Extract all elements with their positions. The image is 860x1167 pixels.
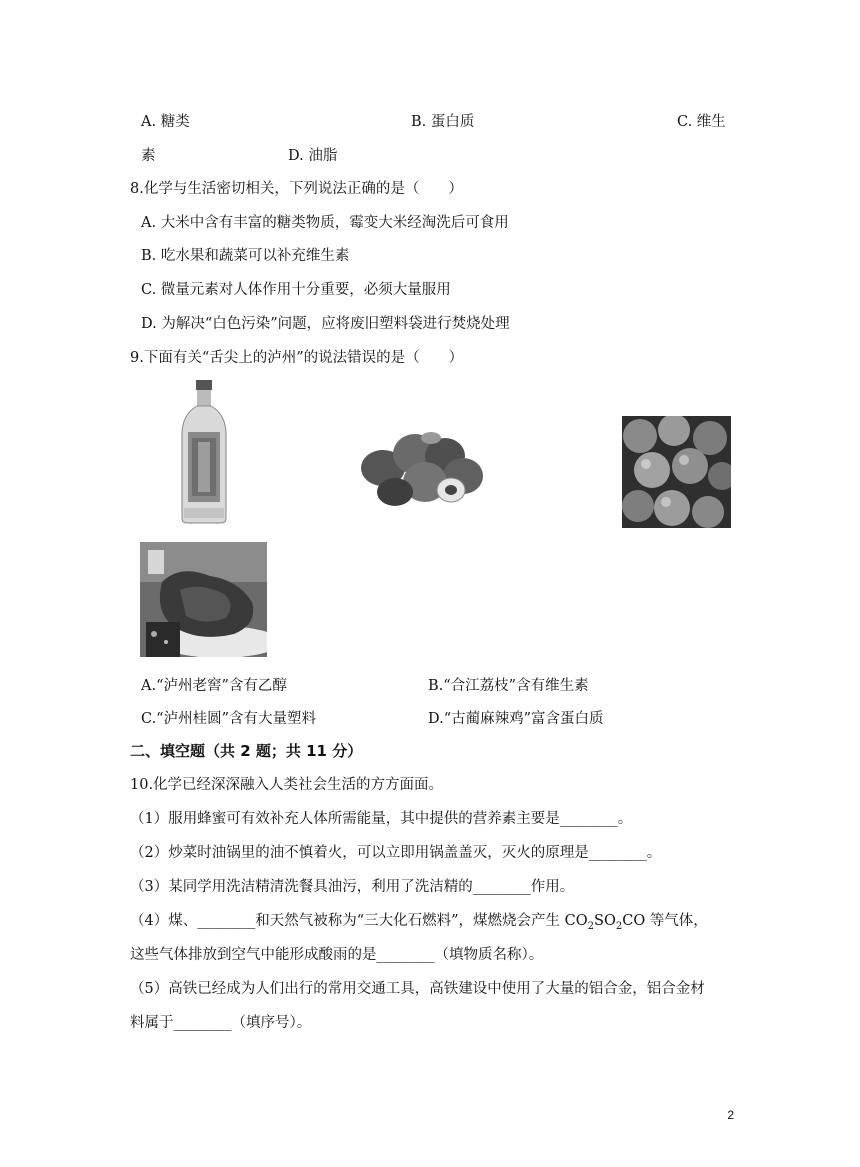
q7-option-c-part1: C. 维生 [677,114,726,130]
q8-option-b: B. 吃水果和蔬菜可以补充维生素 [141,248,350,264]
page-number: 2 [727,1108,734,1122]
spicy-chicken-image [140,542,267,657]
q10-part-1: （1）服用蜂蜜可有效补充人体所需能量，其中提供的营养素主要是________。 [130,811,633,827]
lychee-image [353,424,491,508]
section-heading-fill-in: 二、填空题（共 2 题；共 11 分） [130,742,363,760]
q7-option-b: B. 蛋白质 [411,114,475,130]
q10-part-5-line2: 料属于________（填序号）。 [130,1015,312,1031]
q10-part-4-line2: 这些气体排放到空气中能形成酸雨的是________（填物质名称）。 [130,947,544,963]
q10-part-4-end: CO 等气体， [622,913,708,929]
subscript: 2 [587,920,595,932]
q8-option-a: A. 大米中含有丰富的糖类物质，霉变大米经淘洗后可食用 [141,215,509,231]
q8-option-c: C. 微量元素对人体作用十分重要，必须大量服用 [141,282,451,298]
q9-option-c: C.“泸州桂圆”含有大量塑料 [141,711,317,727]
subscript: 2 [615,920,623,932]
q8-option-d: D. 为解决“白色污染”问题，应将废旧塑料袋进行焚烧处理 [141,316,510,332]
q9-option-d: D.“古蔺麻辣鸡”富含蛋白质 [428,711,604,727]
q10-part-4-text: （4）煤、________和天然气被称为“三大化石燃料”，煤燃烧会产生 CO [130,913,588,929]
liquor-bottle-image [178,380,230,524]
q10-part-5-line1: （5）高铁已经成为人们出行的常用交通工具，高铁建设中使用了大量的铝合金，铝合金材 [130,981,705,997]
longan-image [622,416,731,528]
q10-part-4-so: SO [594,913,616,929]
q10-part-2: （2）炒菜时油锅里的油不慎着火，可以立即用锅盖盖灭，灭火的原理是________。 [130,845,662,861]
q10-stem: 10.化学已经深深融入人类社会生活的方方面面。 [130,777,444,793]
q10-part-4-line1 [130,911,708,937]
q9-option-a: A.“泸州老窖”含有乙醇 [141,678,287,694]
q7-option-a: A. 糖类 [141,114,190,130]
q9-stem: 9.下面有关“舌尖上的泸州”的说法错误的是（ ） [130,350,464,366]
q10-part-3: （3）某同学用洗洁精清洗餐具油污，利用了洗洁精的________作用。 [130,879,575,895]
q9-option-b: B.“合江荔枝”含有维生素 [428,678,589,694]
q7-option-c-part2: 素 [141,148,156,164]
q8-stem: 8.化学与生活密切相关，下列说法正确的是（ ） [130,181,463,197]
q7-option-d: D. 油脂 [288,148,338,164]
